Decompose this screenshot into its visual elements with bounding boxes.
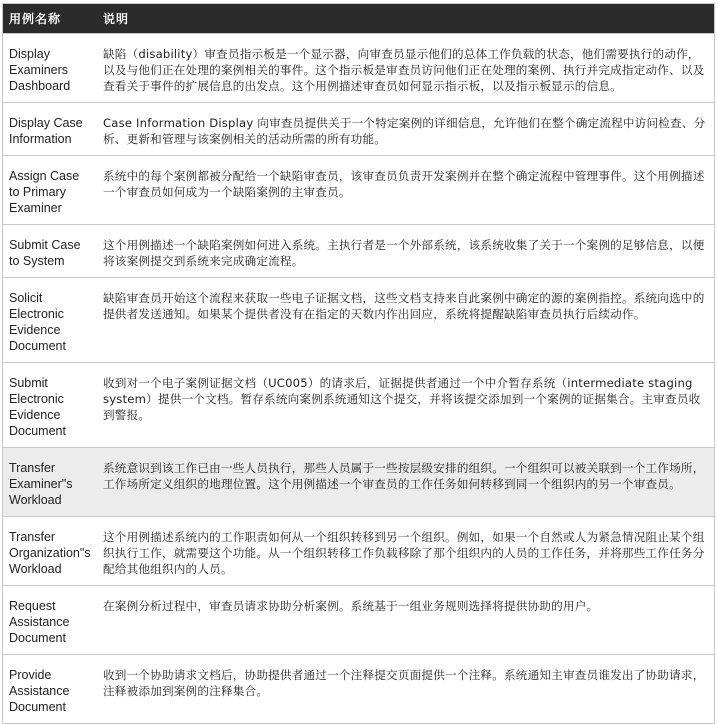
use-case-description: 这个用例描述一个缺陷案例如何进入系统。主执行者是一个外部系统，该系统收集了关于一个案例的足够信息，以便将该案例提交到系统来完成确定流程。 bbox=[97, 224, 714, 277]
use-case-name: Provide Assistance Document bbox=[3, 654, 97, 723]
use-case-table-container bbox=[2, 3, 715, 724]
use-case-description: 在案例分析过程中，审查员请求协助分析案例。系统基于一组业务规则选择将提供协助的用户。 bbox=[97, 585, 714, 654]
column-header-use-case-name: 用例名称 bbox=[9, 11, 62, 26]
use-case-name: Request Assistance Document bbox=[3, 585, 97, 654]
use-case-name: Transfer Organization"s Workload bbox=[3, 516, 97, 585]
use-case-name: Display Case Information bbox=[3, 102, 97, 155]
use-case-description: 这个用例描述系统内的工作职责如何从一个组织转移到另一个组织。例如，如果一个自然或人为紧急情况阻止某个组织执行工作，就需要这个功能。从一个组织转移工作负载移除了那个组织内的人员的工作任务，并将那些工作任务分配给其他组织内的人员。 bbox=[97, 516, 714, 585]
use-case-name: Solicit Electronic Evidence Document bbox=[3, 277, 97, 362]
use-case-table bbox=[3, 4, 714, 723]
table-row bbox=[3, 155, 714, 224]
use-case-description: 缺陷审查员开始这个流程来获取一些电子证据文档，这些文档支持来自此案例中确定的源的案例指控。系统向选中的提供者发送通知。如果某个提供者没有在指定的天数内作出回应，系统将提醒缺陷审查员执行后续动作。 bbox=[97, 277, 714, 362]
use-case-description: 系统意识到该工作已由一些人员执行，那些人员属于一些按层级安排的组织。一个组织可以被关联到一个工作场所，工作场所定义组织的地理位置。这个用例描述一个审查员的工作任务如何转移到同一个组织内的另一个审查员。 bbox=[97, 447, 714, 516]
table-row bbox=[3, 33, 714, 102]
table-row bbox=[3, 277, 714, 362]
use-case-name: Submit Case to System bbox=[3, 224, 97, 277]
table-row bbox=[3, 224, 714, 277]
use-case-description: Case Information Display 向审查员提供关于一个特定案例的详细信息，允许他们在整个确定流程中访问检查、分析、更新和管理与该案例相关的活动所需的所有功能。 bbox=[97, 102, 714, 155]
table-row bbox=[3, 585, 714, 654]
table-row-highlighted bbox=[3, 447, 714, 516]
table-row bbox=[3, 654, 714, 723]
use-case-name: Transfer Examiner"s Workload bbox=[3, 447, 97, 516]
table-row bbox=[3, 362, 714, 447]
use-case-description: 收到对一个电子案例证据文档（UC005）的请求后，证据提供者通过一个中介暂存系统（intermediate staging system）提供一个文档。暂存系统向案例系统通知这个提交，并将该提交添加到一个案例的证据集合。主审查员收到警报。 bbox=[97, 362, 714, 447]
use-case-name: Submit Electronic Evidence Document bbox=[3, 362, 97, 447]
use-case-description: 缺陷（disability）审查员指示板是一个显示器，向审查员显示他们的总体工作负载的状态，他们需要执行的动作，以及与他们正在处理的案例相关的事件。这个指示板是审查员访问他们正在处理的案例、执行并完成指定动作、以及查看关于事件的扩展信息的出发点。这个用例描述审查员如何显示指示板，以及指示板显示的信息。 bbox=[97, 33, 714, 102]
use-case-name: Assign Case to Primary Examiner bbox=[3, 155, 97, 224]
table-row bbox=[3, 516, 714, 585]
table-header-row bbox=[3, 4, 714, 33]
table-row bbox=[3, 102, 714, 155]
column-header-description: 说明 bbox=[103, 11, 130, 26]
use-case-description: 收到一个协助请求文档后，协助提供者通过一个注释提交页面提供一个注释。系统通知主审查员谁发出了协助请求，注释被添加到案例的注释集合。 bbox=[97, 654, 714, 723]
use-case-name: Display Examiners Dashboard bbox=[3, 33, 97, 102]
use-case-description: 系统中的每个案例都被分配给一个缺陷审查员，该审查员负责开发案例并在整个确定流程中管理事件。这个用例描述一个审查员如何成为一个缺陷案例的主审查员。 bbox=[97, 155, 714, 224]
